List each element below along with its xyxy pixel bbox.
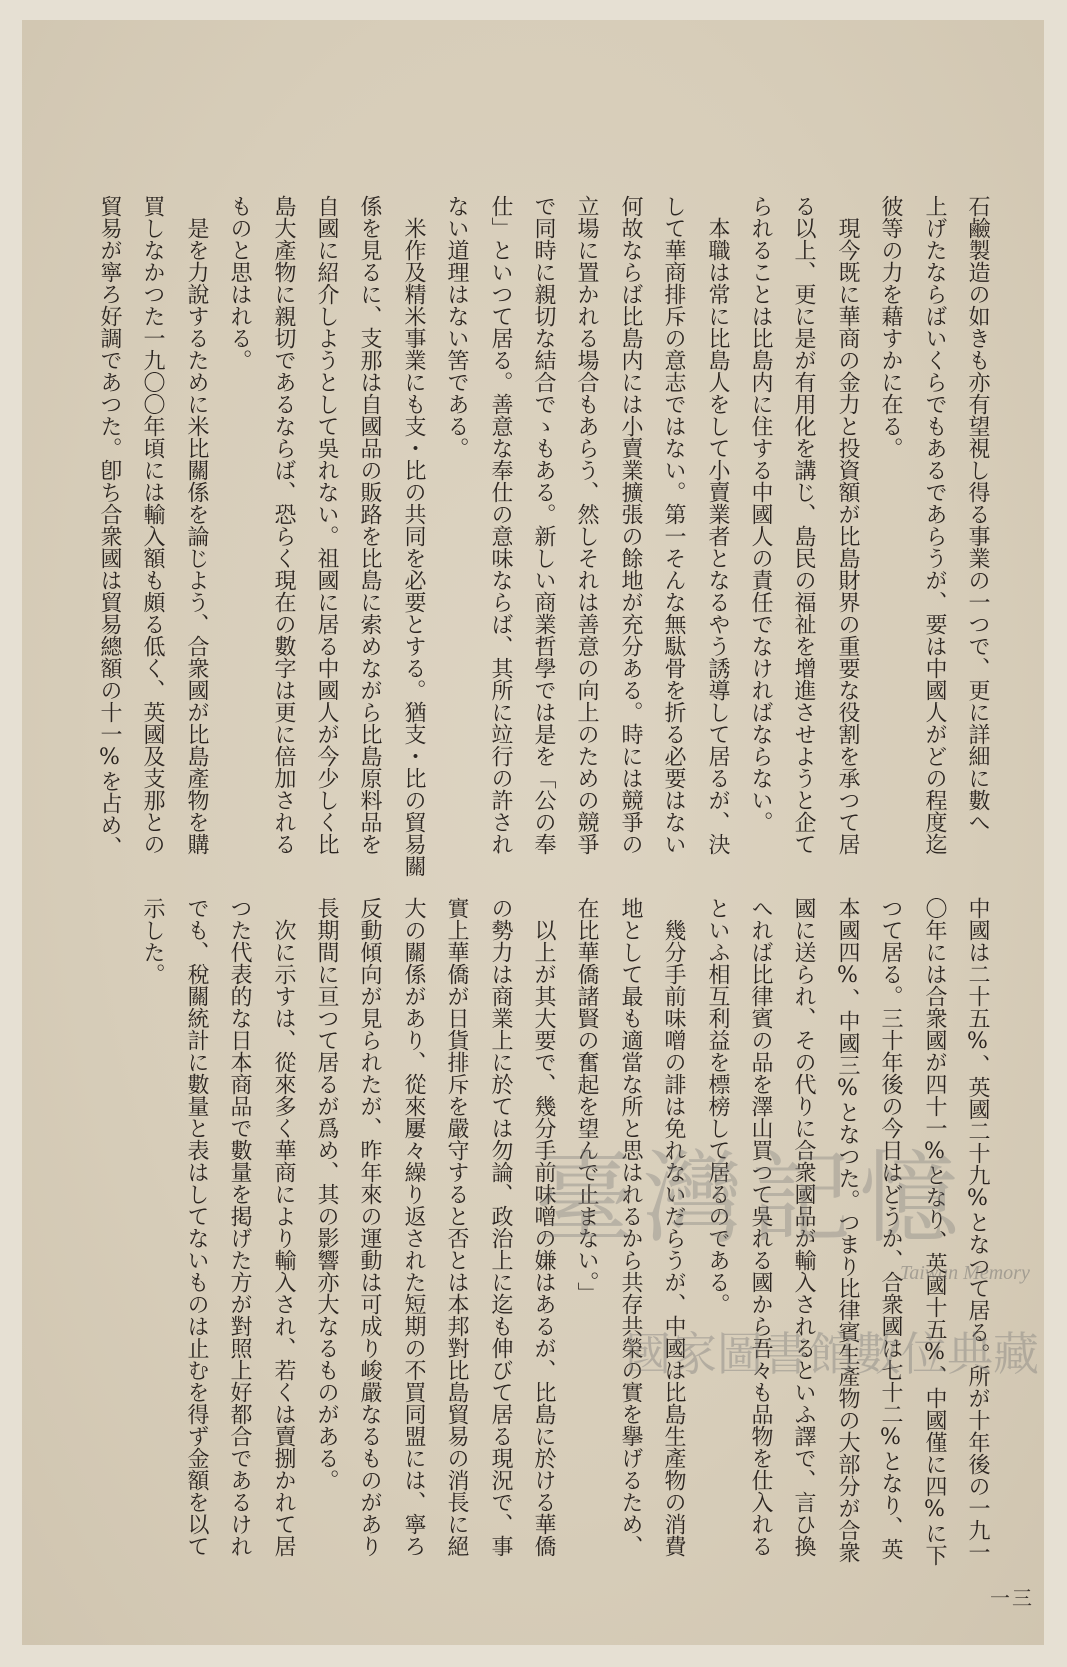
lower-text-column: 以上が其大要で、幾分手前味噌の嫌はあるが、比島に於ける華僑 bbox=[531, 897, 556, 1557]
upper-text-column: 本職は常に比島人をして小賣業者となるやう誘導して居るが、決 bbox=[705, 195, 730, 855]
lower-text-column: といふ相互利益を標榜して居るのである。 bbox=[705, 897, 730, 1315]
page-number: 一三 bbox=[990, 1586, 1034, 1610]
lower-text-column: でも、稅關統計に數量と表はしてないものは止むを得ず金額を以て bbox=[184, 897, 209, 1557]
upper-text-column: ない道理はない筈である。 bbox=[444, 195, 469, 459]
lower-text-column: 反動傾向が見られたが、昨年來の運動は可成り峻嚴なるものがあり bbox=[357, 897, 382, 1557]
lower-text-column: つて居る。三十年後の今日はどうか、合衆國は七十二%となり、英 bbox=[878, 897, 903, 1560]
watermark-subtitle: Taiwan Memory bbox=[900, 1262, 1030, 1284]
upper-text-column: る以上、更に是が有用化を講じ、島民の福祉を增進させようと企て bbox=[791, 195, 816, 855]
upper-text-column: 現今既に華商の金力と投資額が比島財界の重要な役割を承つて居 bbox=[835, 195, 860, 855]
upper-text-column: 係を見るに、支那は自國品の販路を比島に索めながら比島原料品を bbox=[357, 195, 382, 855]
upper-text-column: ものと思はれる。 bbox=[227, 195, 252, 371]
lower-text-column: 國に送られ、その代りに合衆國品が輸入されるといふ譯で、言ひ換 bbox=[791, 897, 816, 1557]
upper-text-column: 米作及精米事業にも支・比の共同を必要とする。猶支・比の貿易關 bbox=[401, 195, 426, 877]
lower-text-column: 幾分手前味噌の誹は免れないだらうが、中國は比島生產物の消費 bbox=[661, 897, 686, 1557]
upper-text-column: 上げたならばいくらでもあるであらうが、要は中國人がどの程度迄 bbox=[922, 195, 947, 855]
lower-text-column: 本國四%、中國三%となつた。つまり比律賓生產物の大部分が合衆 bbox=[835, 897, 860, 1563]
lower-text-column: 地として最も適當な所と思はれるから共存共榮の實を擧げるため、 bbox=[618, 897, 643, 1557]
upper-text-column: 何故ならば比島内には小賣業擴張の餘地が充分ある。時には競爭の bbox=[618, 195, 643, 855]
upper-text-column: られることは比島内に住する中國人の責任でなければならない。 bbox=[748, 195, 773, 833]
lower-text-column: 次に示すは、從來多く華商により輸入され、若くは賣捌かれて居 bbox=[271, 897, 296, 1557]
upper-text-column: 島大產物に親切であるならば、恐らく現在の數字は更に倍加される bbox=[271, 195, 296, 855]
lower-text-column: 〇年には合衆國が四十一%となり、英國十五%、中國僅に四%に下 bbox=[922, 897, 947, 1566]
lower-text-column: 在比華僑諸賢の奮起を望んで止まない。」 bbox=[574, 897, 599, 1304]
lower-text-column: 實上華僑が日貨排斥を嚴守すると否とは本邦對比島貿易の消長に絕 bbox=[444, 897, 469, 1557]
upper-text-column: で同時に親切な結合でゝもある。新しい商業哲學では是を「公の奉 bbox=[531, 195, 556, 855]
upper-text-column: して華商排斥の意志ではない。第一そんな無駄骨を折る必要はない bbox=[661, 195, 686, 855]
lower-text-column: 示した。 bbox=[140, 897, 165, 985]
upper-text-column: 仕」といつて居る。善意な奉仕の意味ならば、其所に竝行の許され bbox=[488, 195, 513, 855]
watermark-organization: 國家圖書館數位典藏 bbox=[625, 1328, 1039, 1380]
upper-text-column: 立場に置かれる場合もあらう、然しそれは善意の向上のための競爭 bbox=[574, 195, 599, 855]
upper-text-column: 石鹼製造の如きも亦有望視し得る事業の一つで、更に詳細に數へ bbox=[965, 195, 990, 833]
lower-text-column: 長期間に亘つて居るが爲め、其の影響亦大なるものがある。 bbox=[314, 897, 339, 1491]
lower-text-column: 中國は二十五%、英國二十九%となつて居る。所が十年後の一九一 bbox=[965, 897, 990, 1563]
upper-text-column: 貿易が寧ろ好調であつた。卽ち合衆國は貿易總額の十一%を占め、 bbox=[97, 195, 122, 858]
upper-text-column: 彼等の力を藉すかに在る。 bbox=[878, 195, 903, 459]
watermark-title: 臺灣記憶 bbox=[535, 1144, 967, 1255]
upper-text-column: 買しなかつた一九〇〇年頃には輸入額も頗る低く、英國及支那との bbox=[140, 195, 165, 855]
lower-text-column: の勢力は商業上に於ては勿論、政治上に迄も伸びて居る現況で、事 bbox=[488, 897, 513, 1557]
lower-text-column: つた代表的な日本商品で數量を掲げた方が對照上好都合であるけれ bbox=[227, 897, 252, 1557]
lower-text-column: 大の關係があり、從來屢々繰り返された短期の不買同盟には、寧ろ bbox=[401, 897, 426, 1557]
lower-text-column: へれば比律賓の品を澤山買つて吳れる國から吾々も品物を仕入れる bbox=[748, 897, 773, 1557]
upper-text-column: 自國に紹介しようとして吳れない。祖國に居る中國人が今少しく比 bbox=[314, 195, 339, 855]
upper-text-column: 是を力說するために米比關係を論じよう、合衆國が比島產物を購 bbox=[184, 195, 209, 855]
